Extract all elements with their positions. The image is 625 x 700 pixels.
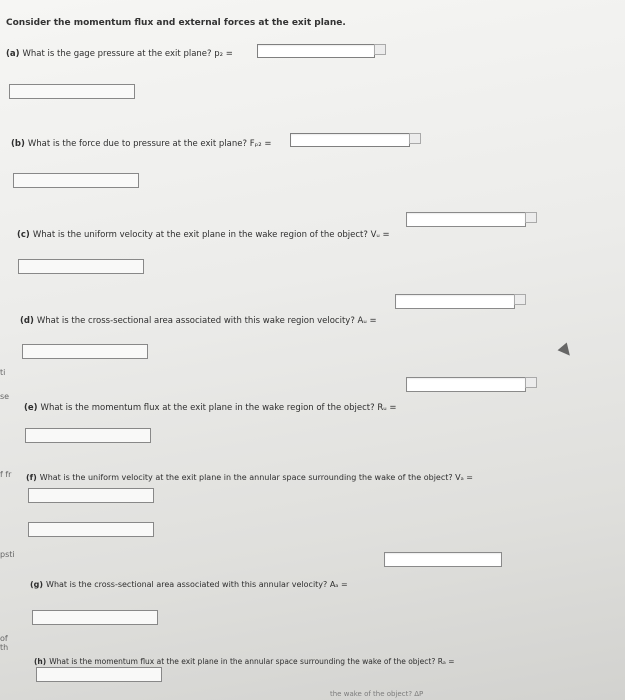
- intro-text: Consider the momentum flux and external forces at the exit plane.: [6, 18, 346, 28]
- answer-c-unit-field[interactable]: [18, 259, 144, 274]
- question-a-letter: (a): [6, 49, 20, 59]
- mouse-cursor-icon: [558, 343, 575, 360]
- question-h-letter: (h): [34, 657, 47, 666]
- question-d-letter: (d): [20, 316, 34, 326]
- question-b: [11, 139, 271, 149]
- unit-marker-d[interactable]: [514, 294, 526, 305]
- question-e-letter: (e): [24, 403, 38, 413]
- question-e-text: What is the momentum flux at the exit plane in the wake region of the object? Rᵤ =: [40, 403, 397, 413]
- answer-f-unit-field[interactable]: [28, 522, 154, 537]
- answer-d-inline-field[interactable]: [395, 294, 515, 309]
- unit-marker-b[interactable]: [409, 133, 421, 144]
- question-g-text: What is the cross-sectional area associated with this annular velocity? Aₐ =: [46, 580, 348, 589]
- edge-fragment: of th: [0, 634, 9, 652]
- unit-marker-a[interactable]: [374, 44, 386, 55]
- question-g-letter: (g): [30, 580, 44, 589]
- question-g: [30, 580, 348, 589]
- answer-e-unit-field[interactable]: [25, 428, 151, 443]
- answer-b-unit-field[interactable]: [13, 173, 139, 188]
- question-e: [24, 403, 396, 413]
- answer-c-inline-field[interactable]: [406, 212, 526, 227]
- question-c-letter: (c): [17, 230, 30, 240]
- question-d-text: What is the cross-sectional area associated with this wake region velocity? Aᵤ =: [36, 316, 377, 326]
- answer-g-unit-field[interactable]: [32, 610, 158, 625]
- unit-marker-e[interactable]: [525, 377, 537, 388]
- question-h: [34, 657, 455, 666]
- answer-d-unit-field[interactable]: [22, 344, 148, 359]
- answer-b-inline-field[interactable]: [290, 133, 410, 147]
- answer-f-inline-field[interactable]: [28, 488, 154, 503]
- question-c: [17, 230, 390, 240]
- edge-fragment: ti: [0, 368, 6, 377]
- question-d: [20, 316, 377, 326]
- answer-g-inline-field[interactable]: [384, 552, 502, 567]
- answer-h-unit-field[interactable]: [36, 667, 162, 682]
- question-b-text: What is the force due to pressure at the exit plane? Fₚ₂ =: [27, 139, 272, 149]
- question-f-text: What is the uniform velocity at the exit plane in the annular space surrounding the wake of the object? Vₐ =: [39, 473, 474, 482]
- question-a-text: What is the gage pressure at the exit plane? p₂ =: [22, 49, 233, 59]
- answer-e-inline-field[interactable]: [406, 377, 526, 392]
- edge-fragment: se: [0, 392, 10, 401]
- question-h-text: What is the momentum flux at the exit plane in the annular space surrounding the wake of the object? Rₐ =: [49, 657, 455, 666]
- answer-a-inline-field[interactable]: [257, 44, 375, 58]
- question-c-text: What is the uniform velocity at the exit plane in the wake region of the object? Vᵤ =: [32, 230, 390, 240]
- edge-fragment: f fr: [0, 470, 12, 479]
- edge-fragment: psti: [0, 550, 15, 559]
- unit-marker-c[interactable]: [525, 212, 537, 223]
- question-f: [26, 473, 473, 482]
- footer-fragment: the wake of the object? ΔP: [330, 690, 424, 698]
- question-b-letter: (b): [11, 139, 25, 149]
- question-a: [6, 49, 233, 59]
- answer-a-unit-field[interactable]: [9, 84, 135, 99]
- question-f-letter: (f): [26, 473, 37, 482]
